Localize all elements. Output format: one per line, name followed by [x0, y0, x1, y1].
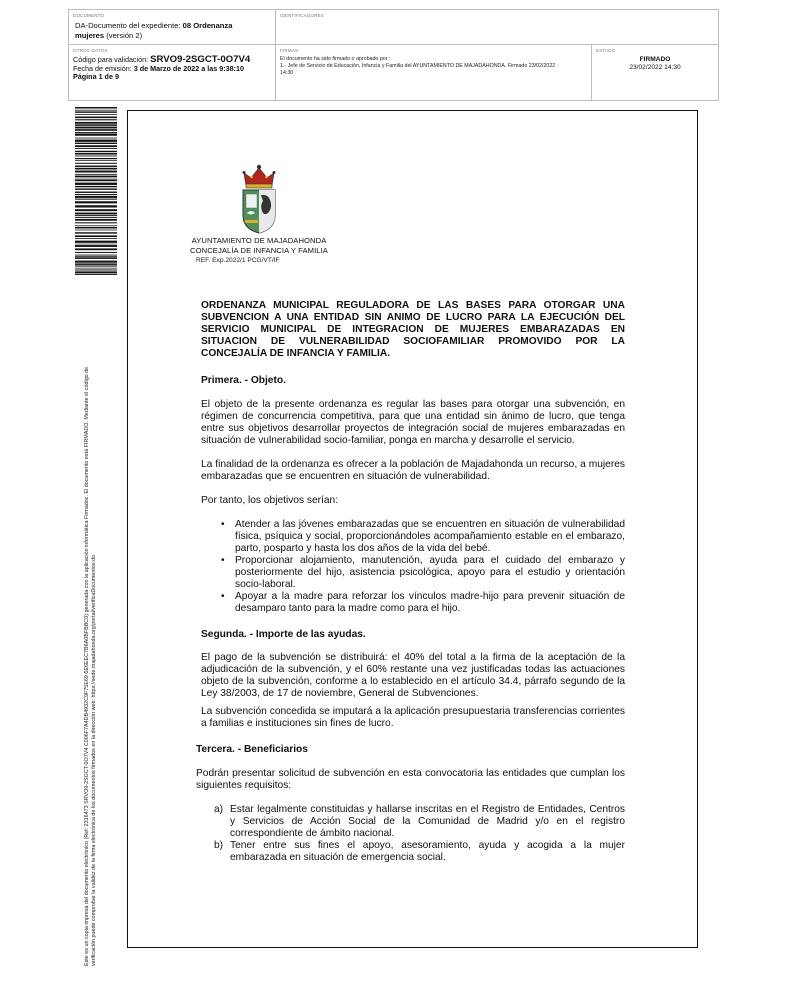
section-2-heading: Segunda. - Importe de las ayudas. — [201, 629, 366, 640]
organization-line-2: CONCEJALÍA DE INFANCIA Y FAMILIA — [190, 245, 328, 255]
status-label: ESTADO — [596, 48, 616, 53]
other-data-label: OTROS DATOS — [73, 48, 108, 53]
list-item-text: Estar legalmente constituidas y hallarse inscritas en el Registro de Entidades, Centros y Servicios de Acción Social de la Comunidad de Madrid y/o en el registro correspondiente de ámbito nacional. — [230, 804, 625, 839]
document-description — [73, 21, 271, 41]
document-name-b: mujeres — [75, 31, 105, 40]
list-item-text: Proporcionar alojamiento, manutención, ayuda para el cuidado del embarazo y posteriormente del hijo, asistencia psicológica, apoyo para el estudio y orientación socio-laboral. — [235, 555, 625, 590]
requirements-list — [196, 804, 625, 864]
vertical-note-line-2: verificación puede comprobar la validez de la firma electrónica de los documentos firmados en la dirección web: https://sede.majadahonda.org/portal/verificaDocumentos.do — [91, 554, 97, 966]
list-item-text: Apoyar a la madre para reforzar los vínculos madre-hijo para prevenir situación de desamparo tanto para la madre como para el hijo. — [235, 591, 625, 614]
section-2-paragraph-2: La subvención concedida se imputará a la aplicación presupuestaria transferencias corrientes a familias e instituciones sin fines de lucro. — [201, 706, 625, 729]
other-data-text — [73, 56, 271, 82]
document-name-a: 08 Ordenanza — [182, 21, 233, 30]
section-3-paragraph-1: Podrán presentar solicitud de subvención en esta convocatoria las entidades que cumplan los siguientes requisitos: — [196, 768, 625, 791]
document-body — [196, 300, 625, 864]
validation-code: SRVO9-2SGCT-0O7V4 — [150, 54, 251, 65]
status-cell — [592, 45, 718, 100]
signatures-label: FIRMAS — [280, 48, 299, 53]
status-badge: FIRMADO — [639, 56, 671, 63]
signatures-cell — [276, 45, 592, 100]
coat-of-arms-icon — [240, 163, 278, 235]
list-item-marker: b) — [214, 840, 224, 851]
vertical-verification-note — [84, 296, 98, 966]
section-3-heading: Tercera. - Beneficiarios — [196, 744, 308, 755]
section-2-paragraph-1: El pago de la subvención se distribuirá: el 40% del total a la firma de la aceptación de la adjudicación de la subvención, y el 60% restante una vez justificadas todas las actuaciones objeto de la subvención, conforme a lo establecido en el artículo 34.4, párrafo segundo de la Ley 38/2003, de 17 de noviembre, General de Subvenciones. — [201, 652, 625, 699]
signatures-line-3: 14:30 — [280, 70, 294, 76]
emission-label: Fecha de emisión: — [73, 63, 132, 73]
document-prefix: DA-Documento del expediente: — [75, 21, 181, 30]
list-item — [201, 519, 625, 555]
reference-number: REF. Exp.2022/1 PCG/VT/IF — [196, 257, 280, 264]
bullet-mark: • — [221, 591, 225, 602]
status-text — [596, 56, 714, 72]
identifiers-label: IDENTIFICADORES — [280, 13, 325, 18]
other-data-cell — [69, 45, 276, 100]
organization-name — [172, 236, 346, 256]
ordinance-title: ORDENANZA MUNICIPAL REGULADORA DE LAS BASES PARA OTORGAR UNA SUBVENCION A UNA ENTIDAD SIN ANIMO DE LUCRO PARA LA EJECUCIÓN DEL SERVICIO MUNICIPAL DE INTEGRACION DE MUJERES EMBARAZADAS EN SITUACION DE VULNERABILIDAD SOCIOFAMILIAR PROMOVIDO POR LA CONCEJALÍA DE INFANCIA Y FAMILIA. — [201, 300, 625, 359]
list-item-text: Tener entre sus fines el apoyo, asesoramiento, ayuda y acogida a la mujer embarazada en situación de emergencia social. — [230, 840, 625, 863]
section-1-paragraph-1: El objeto de la presente ordenanza es regular las bases para otorgar una subvención, en régimen de concurrencia competitiva, para que una entidad sin ánimo de lucro, que tenga entre sus objetivos desarrollar proyectos de integración social de mujeres embarazadas en situación de vulnerabilidad socio-familiar, ponga en marcha y desarrolle el servicio. — [201, 399, 625, 446]
organization-line-1: AYUNTAMIENTO DE MAJADAHONDA — [191, 236, 327, 245]
section-1-heading: Primera. - Objeto. — [201, 375, 286, 386]
page-indicator: Página 1 de 9 — [73, 72, 119, 82]
barcode-image — [75, 107, 117, 275]
emission-date: 3 de Marzo de 2022 a las 9:38:10 — [133, 63, 245, 73]
list-item-text: Atender a las jóvenes embarazadas que se encuentren en situación de vulnerabilidad física, psíquica y social, proporcionándoles acompañamiento estable en el embarazo, parto, posparto y hasta los dos años de la vida del bebé. — [235, 519, 625, 554]
document-version: (versión 2) — [106, 31, 143, 40]
bullet-mark: • — [221, 519, 225, 530]
document-cell — [69, 10, 276, 45]
list-item-marker: a) — [214, 804, 224, 815]
signatures-line-1: El documento ha sido firmado o aprobado por : — [280, 56, 391, 62]
section-1-paragraph-3: Por tanto, los objetivos serían: — [201, 495, 339, 506]
vertical-note-line-1: Este es un copia impresa del documento electrónico (Ref: 2316473 SRVO9-2SGCT-0O7V4 C006F7A4DB4932C9F75E69 6E6EEC7B6A0BFBBC0) generada con la aplicación informática Firmadoc. El documento está FIRMADO. Mediante el código de — [84, 366, 90, 966]
list-item — [196, 804, 625, 840]
bullet-mark: • — [221, 555, 225, 566]
signatures-line-2: 1.- Jefe de Servicio de Educación, Infancia y Familia del AYUNTAMIENTO DE MAJADAHONDA. Firmado 23/02/2022 — [280, 63, 556, 69]
document-label: DOCUMENTO — [73, 13, 105, 18]
section-1-paragraph-2: La finalidad de la ordenanza es ofrecer a la población de Majadahonda un recurso, a mujeres embarazadas que se encuentren en situación de vulnerabilidad. — [201, 459, 625, 482]
signatures-text — [280, 56, 587, 77]
list-item — [201, 555, 625, 591]
status-date: 23/02/2022 14:30 — [629, 64, 681, 71]
list-item — [201, 591, 625, 615]
list-item — [196, 840, 625, 864]
validation-label: Código para validación: — [73, 55, 149, 64]
identifiers-cell — [276, 10, 718, 45]
objectives-list — [201, 519, 625, 615]
document-header-box — [68, 9, 719, 101]
